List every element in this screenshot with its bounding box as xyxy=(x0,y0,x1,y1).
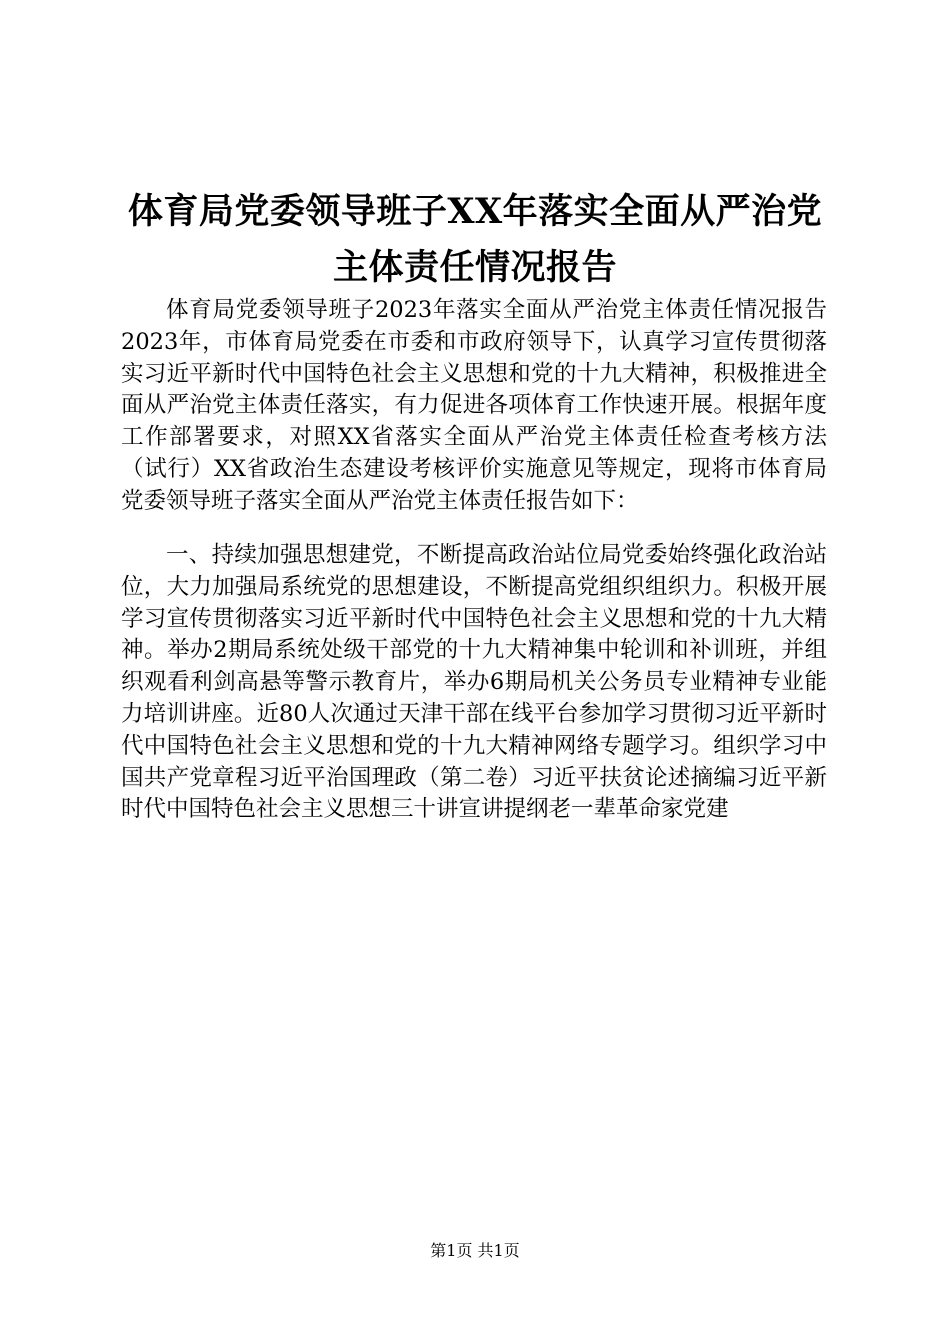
body-paragraph-2: 一、持续加强思想建党，不断提高政治站位局党委始终强化政治站位，大力加强局系统党的思想建设，不断提高党组织组织力。积极开展学习宣传贯彻落实习近平新时代中国特色社会主义思想和党的十九大精神。举办2期局系统处级干部党的十九大精神集中轮训和补训班，并组织观看利剑高悬等警示教育片，举办6期局机关公务员专业精神专业能力培训讲座。近80人次通过天津干部在线平台参加学习贯彻习近平新时代中国特色社会主义思想和党的十九大精神网络专题学习。组织学习中国共产党章程习近平治国理政（第二卷）习近平扶贫论述摘编习近平新时代中国特色社会主义思想三十讲宣讲提纲老一辈革命家党建 xyxy=(121,542,827,823)
document-title-line-1: 体育局党委领导班子XX年落实全面从严治党 xyxy=(127,191,823,232)
document-title-line-2: 主体责任情况报告 xyxy=(332,247,617,288)
page-footer: 第1页 共1页 xyxy=(430,1241,520,1260)
body-paragraph-1: 体育局党委领导班子2023年落实全面从严治党主体责任情况报告2023年，市体育局党委在市委和市政府领导下，认真学习宣传贯彻落实习近平新时代中国特色社会主义思想和党的十九大精神，积极推进全面从严治党主体责任落实，有力促进各项体育工作快速开展。根据年度工作部署要求，对照XX省落实全面从严治党主体责任检查考核方法（试行）XX省政治生态建设考核评价实施意见等规定，现将市体育局党委领导班子落实全面从严治党主体责任报告如下： xyxy=(121,297,827,514)
